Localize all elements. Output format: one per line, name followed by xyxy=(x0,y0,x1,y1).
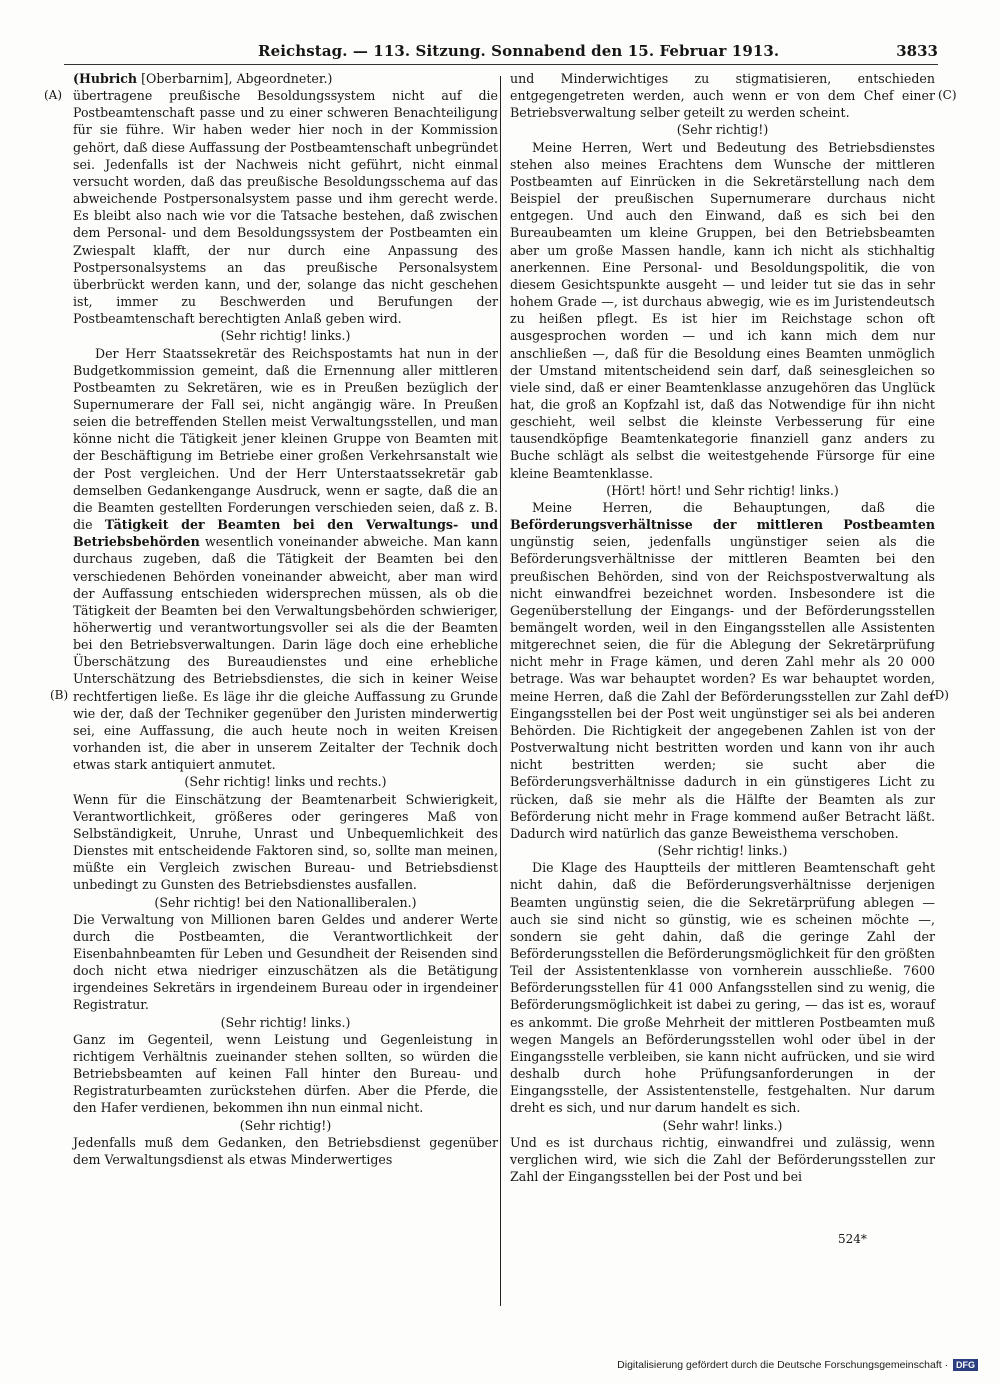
emphasized-text: Beförderungsverhältnisse der mittleren Postbeamten xyxy=(510,517,935,533)
interjection: (Sehr richtig! links.) xyxy=(220,328,351,344)
paragraph: Die Klage des Hauptteils der mittleren Beamtenschaft geht nicht dahin, daß die Beförderungsverhältnisse derjenigen Beamten ungünstig seien, die die Sekretärprüfung ablegen — auch sie sind nicht so günstig, wie es scheinen möchte —, sondern sie geht dahin, daß die geringe Zahl der Beförderungsstellen die Beförderungsmöglichkeit für den größten Teil der Assistentenklasse von vornherein ausschließe. 7600 Beförderungsstellen für 41 000 Anfangsstellen sind zu wenig, die Beförderungsmöglichkeit ist dabei zu gering, — das ist es, worauf es ankommt. Die große Mehrheit der mittleren Postbeamten muß wegen Mangels an Beförderungsstellen wohl oder übel in der Eingangsstelle verbleiben, sie kann nicht aufrücken, und sie wird deshalb durch hohe Prüfungsanforderungen in der Eingangsstelle, der Assistentenstelle, festgehalten. Nur darum dreht es sich, und nur darum handelt es sich. xyxy=(510,860,935,1116)
paragraph: Ganz im Gegenteil, wenn Leistung und Gegenleistung in richtigem Verhältnis zueinander stehen sollten, so würden die Betriebsbeamten auf keinen Fall hinter den Bureau- und Registraturbeamten zurückstehen dürfen. Aber die Pferde, die den Hafer verdienen, bekommen ihn nun einmal nicht. xyxy=(73,1031,498,1116)
right-column xyxy=(510,70,935,1185)
interjection: (Sehr wahr! links.) xyxy=(662,1117,783,1133)
margin-marker-d: (D) xyxy=(930,688,949,702)
margin-marker-a: (A) xyxy=(44,88,63,102)
paragraph: übertragene preußische Besoldungssystem nicht auf die Postbeamtenschaft passe und zu einer schweren Benachteiligung für sie führe. Wir haben weder hier noch in der Kommission gehört, daß diese Auffassung der Postbeamtenschaft unbegründet sei. Jedenfalls ist der Nachweis nicht geführt, nicht einmal versucht worden, daß das preußische Besoldungsschema auf das abweichende Postpersonalsystem passe und ihm gerecht werde. Es bleibt also nach wie vor die Tatsache bestehen, daß zwischen dem Personal- und dem Besoldungssystem der Postbeamten ein Zwiespalt klafft, der nur durch eine Anpassung des Postpersonalsystems an das preußische Personalsystem überbrückt werden kann, und der, solange das nicht geschehen ist, immer zu Beschwerden und Berufungen der Postbeamtenschaft berechtigten Anlaß geben wird. xyxy=(73,88,498,327)
dfg-logo: DFG xyxy=(953,1359,978,1371)
paragraph: Und es ist durchaus richtig, einwandfrei und zulässig, wenn verglichen wird, wie sich die Zahl der Beförderungsstellen zur Zahl der Eingangsstellen bei der Post und bei xyxy=(510,1134,935,1184)
speaker-detail: [Oberbarnim], Abgeordneter.) xyxy=(137,71,333,86)
interjection: (Sehr richtig! links.) xyxy=(220,1014,351,1030)
running-title: Reichstag. — 113. Sitzung. Sonnabend den 15. Februar 1913. xyxy=(258,42,780,60)
paragraph: Jedenfalls muß dem Gedanken, den Betriebsdienst gegenüber dem Verwaltungsdienst als etwas Minderwertiges xyxy=(73,1134,498,1167)
page-number: 3833 xyxy=(896,42,938,60)
header-rule xyxy=(64,64,938,65)
interjection: (Sehr richtig!) xyxy=(239,1117,332,1133)
interjection: (Sehr richtig!) xyxy=(676,122,769,138)
paragraph: Meine Herren, Wert und Bedeutung des Betriebsdienstes stehen also meines Erachtens dem Wunsche der mittleren Postbeamten auf Einrücken in die Sekretärstellung nach dem Beispiel der preußischen Supernumerare durchaus nicht entgegen. Und auch den Einwand, daß es sich bei den Bureaubeamten um kleine Gruppen, bei den Betriebsbeamten aber um große Massen handle, kann ich nicht als stichhaltig anerkennen. Eine Personal- und Besoldungspolitik, die von diesem Gesichtspunkte ausgeht — und leider tut sie das in sehr hohem Grade —, ist durchaus abwegig, wie es im Juristendeutsch zu heißen pflegt. Es ist hier im Reichstage schon oft ausgesprochen worden — und ich kann mich dem nur anschließen —, daß für die Besoldung eines Beamten unmöglich der Umstand mitentscheidend sein darf, daß seinesgleichen so viele sind, daß er einer Beamtenklasse anzugehören das Unglück hat, die groß an Kopfzahl ist, daß das Notwendige für ihn nicht geschieht, weil selbst die kleinste Verbesserung für eine tausendköpfige Beamtenkategorie finanziell ganz anders zu Buche schlägt als selbst die weitestgehende Fürsorge für eine kleine Beamtenklasse. xyxy=(510,139,935,481)
digitization-footer xyxy=(617,1359,978,1371)
speaker-name: (Hubrich xyxy=(73,71,138,86)
interjection: (Hört! hört! und Sehr richtig! links.) xyxy=(606,482,839,498)
paragraph: Der Herr Staatssekretär des Reichspostamts hat nun in der Budgetkommission gemeint, daß die Ernennung aller mittleren Postbeamten zu Sekretären, wie es in Preußen bezüglich der Supernumerare der Fall sei, nicht angängig wäre. In Preußen seien die betreffenden Stellen meist Verwaltungsstellen, und man könne nicht die Tätigkeit jener kleinen Gruppe von Beamten mit der Beschäftigung im Betriebe einer großen Verkehrsanstalt wie der Post vergleichen. Und der Herr Unterstaatssekretär gab demselben Gedankengange Ausdruck, wenn er sagte, daß die an die Beamten gestellten Forderungen verschieden seien, daß z. B. die Tätigkeit der Beamten bei den Verwaltungs- und Betriebsbehörden wesentlich voneinander abweiche. Man kann durchaus zugeben, daß die Tätigkeit der Beamten bei den verschiedenen Behörden voneinander abweicht, aber man wird der Auffassung entschieden widersprechen müssen, als ob die Tätigkeit der Beamten bei den Verwaltungsbehörden schwieriger, höherwertig und verantwortungsvoller sei als die der Beamten bei den Betriebsverwaltungen. Darin läge doch eine erhebliche Überschätzung des Bureaudienstes und eine erhebliche Unterschätzung des Betriebsdienstes, die sich in keiner Weise rechtfertigen ließe. Es läge ihr die gleiche Auffassung zu Grunde wie der, daß der Techniker gegenüber den Juristen minderwertig sei, eine Auffassung, die auch heute noch in weiten Kreisen vorhanden ist, die aber in unserem Zeitalter der Technik doch etwas stark antiquiert anmutet. xyxy=(73,345,499,773)
margin-marker-c: (C) xyxy=(938,88,957,102)
emphasized-text: Tätigkeit der Beamten bei den Verwaltungs- und Betriebsbehörden xyxy=(73,517,499,550)
left-column xyxy=(73,70,498,1168)
interjection: (Sehr richtig! bei den Nationalliberalen.) xyxy=(154,894,417,910)
margin-marker-b: (B) xyxy=(50,688,69,702)
footer-text: Digitalisierung gefördert durch die Deutsche Forschungsgemeinschaft · xyxy=(617,1359,949,1371)
paragraph: Die Verwaltung von Millionen baren Geldes und anderer Werte durch die Postbeamten, die Verantwortlichkeit der Eisenbahnbeamten für Leben und Gesundheit der Reisenden sind doch nicht etwa niedriger einzuschätzen als die Betätigung irgendeines Sekretärs in irgendeinem Bureau oder in irgendeiner Registratur. xyxy=(73,911,498,1013)
column-divider xyxy=(500,76,501,1306)
interjection: (Sehr richtig! links und rechts.) xyxy=(184,774,387,790)
page-signature: 524* xyxy=(838,1232,867,1246)
page-header xyxy=(258,40,938,62)
paragraph: Meine Herren, die Behauptungen, daß die Beförderungsverhältnisse der mittleren Postbeamten ungünstig seien, jedenfalls ungünstiger seien als die Beförderungsverhältnisse der mittleren Beamten bei den preußischen Behörden, sind von der Reichspostverwaltung als nicht einwandfrei bezeichnet worden. Insbesondere ist die Gegenüberstellung der Eingangs- und der Beförderungsstellen bemängelt worden, weil in den Eingangsstellen alle Assistenten mitgerechnet seien, die für die Ablegung der Sekretärprüfung nicht mehr in Frage kämen, und deren Zahl mehr als 20 000 betrage. Was war behauptet worden? Es war behauptet worden, meine Herren, daß die Zahl der Beförderungsstellen zur Zahl der Eingangsstellen bei der Post weit ungünstiger sei als bei anderen Behörden. Die Richtigkeit der angegebenen Zahlen ist von der Postverwaltung nicht bestritten worden und kann von ihr auch nicht bestritten werden; sie sucht aber die Beförderungsverhältnisse dadurch in ein günstigeres Licht zu rücken, daß sie mehr als die Hälfte der Beamten als zur Beförderung nicht mehr in Frage kommend außer Betracht läßt. Dadurch wird natürlich das ganze Beweisthema verschoben. xyxy=(510,499,935,841)
paragraph: und Minderwichtiges zu stigmatisieren, entschieden entgegengetreten werden, auch wenn er von dem Chef einer Betriebsverwaltung selber geteilt zu werden scheint. xyxy=(510,71,935,121)
paragraph: Wenn für die Einschätzung der Beamtenarbeit Schwierigkeit, Verantwortlichkeit, größeres oder geringeres Maß von Selbständigkeit, Unruhe, Unrast und Unbequemlichkeit des Dienstes mit entscheidende Faktoren sind, so, sollte man meinen, müßte ein Vergleich zwischen Bureau- und Betriebsdienst unbedingt zu Gunsten des Betriebsdienstes ausfallen. xyxy=(73,791,498,893)
interjection: (Sehr richtig! links.) xyxy=(657,843,788,859)
speaker-attribution xyxy=(73,70,498,87)
